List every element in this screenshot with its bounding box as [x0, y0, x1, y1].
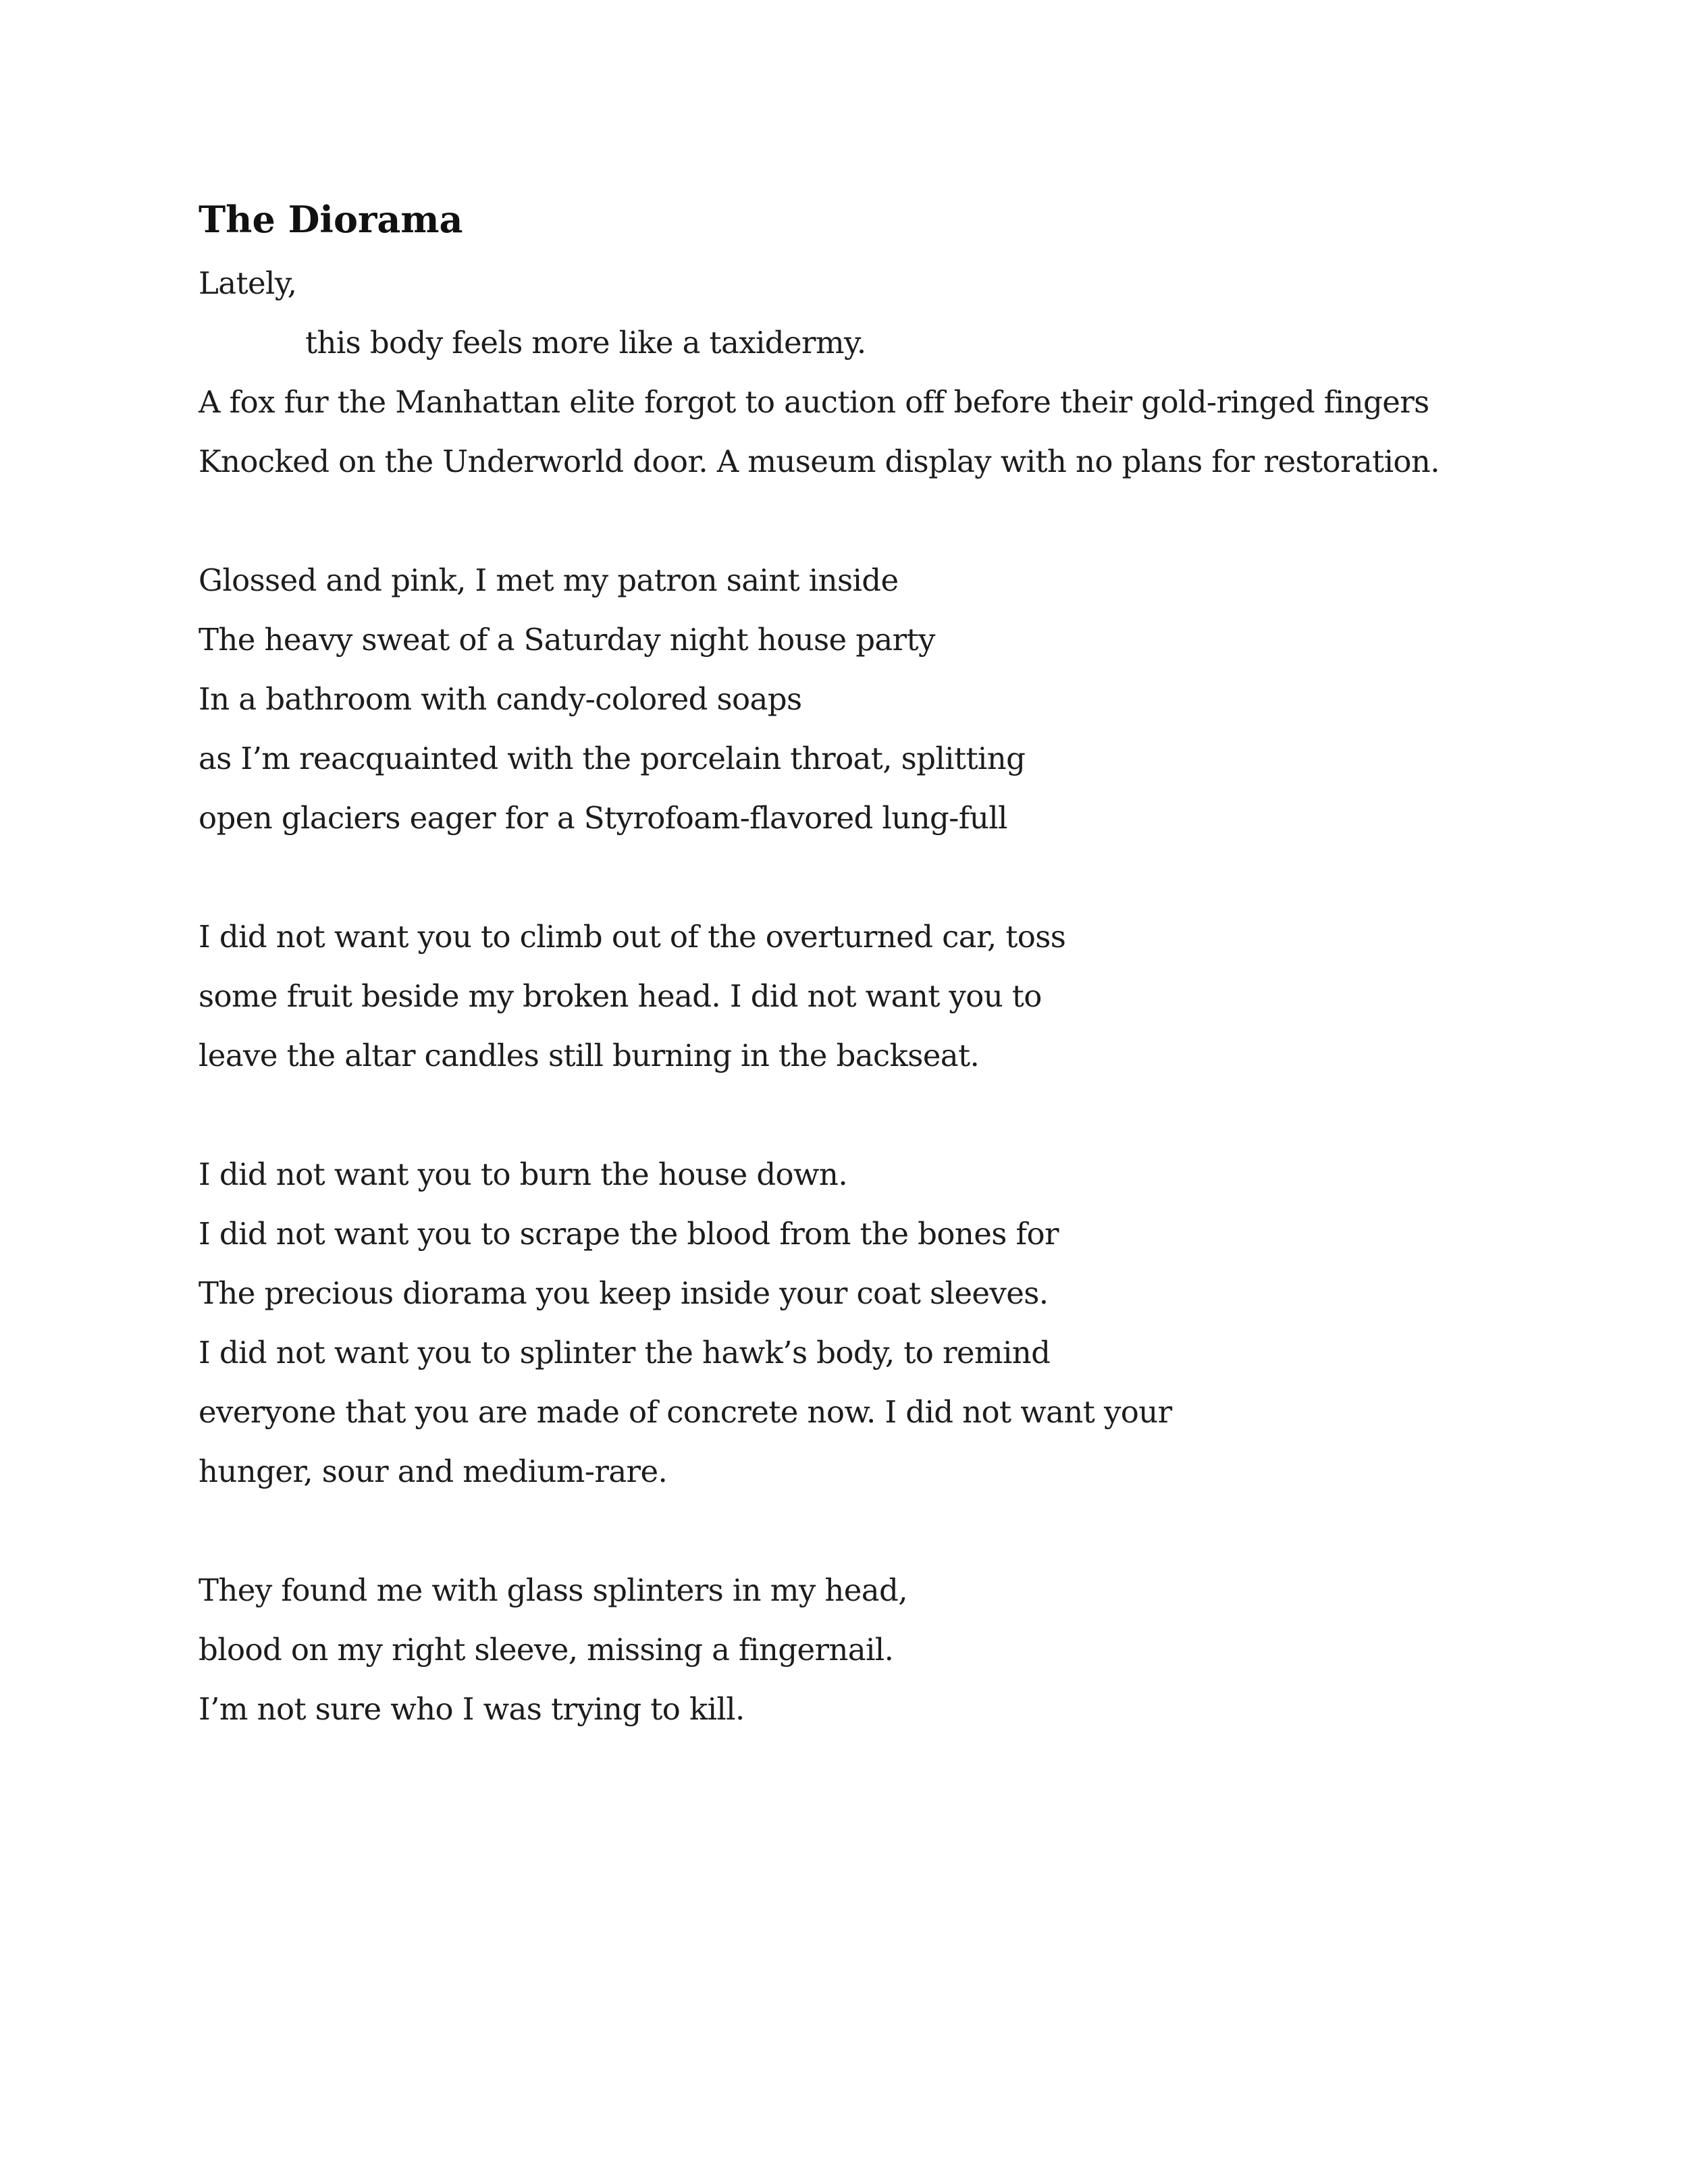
- poem-line: hunger, sour and medium-rare.: [199, 1454, 668, 1489]
- poem-line: They found me with glass splinters in my head,: [199, 1572, 907, 1608]
- stanza-1: [199, 254, 1549, 491]
- stanza-4: [199, 1145, 1549, 1501]
- poem-line: blood on my right sleeve, missing a fingernail.: [199, 1632, 894, 1668]
- poem-line: Lately,: [199, 265, 297, 301]
- stanza-3: [199, 907, 1549, 1086]
- poem-line: open glaciers eager for a Styrofoam-flavored lung-full: [199, 800, 1007, 836]
- poem-line: I did not want you to scrape the blood from the bones for: [199, 1216, 1059, 1252]
- poem-line: The precious diorama you keep inside your coat sleeves.: [199, 1275, 1049, 1311]
- poem-line: I did not want you to climb out of the overturned car, toss: [199, 919, 1066, 955]
- poem-line: some fruit beside my broken head. I did not want you to: [199, 978, 1042, 1014]
- poem-line: Knocked on the Underworld door. A museum display with no plans for restoration.: [199, 444, 1440, 479]
- poem-line: In a bathroom with candy-colored soaps: [199, 681, 802, 717]
- poem-line-indented: this body feels more like a taxidermy.: [305, 325, 866, 361]
- poem-line: leave the altar candles still burning in the backseat.: [199, 1038, 980, 1073]
- poem-line: everyone that you are made of concrete now. I did not want your: [199, 1394, 1172, 1430]
- stanza-2: [199, 551, 1549, 848]
- poem-line: as I’m reacquainted with the porcelain throat, splitting: [199, 741, 1026, 776]
- poem-line: I did not want you to splinter the hawk’s body, to remind: [199, 1335, 1051, 1370]
- poem: [199, 196, 1549, 1799]
- poem-line: The heavy sweat of a Saturday night house party: [199, 622, 935, 658]
- stanza-5: [199, 1561, 1549, 1739]
- poem-line: I did not want you to burn the house down.: [199, 1156, 848, 1192]
- poem-title: The Diorama: [199, 198, 463, 241]
- poem-line: Glossed and pink, I met my patron saint inside: [199, 562, 899, 598]
- poem-line: I’m not sure who I was trying to kill.: [199, 1691, 745, 1727]
- poem-line: A fox fur the Manhattan elite forgot to auction off before their gold-ringed fingers: [199, 384, 1429, 420]
